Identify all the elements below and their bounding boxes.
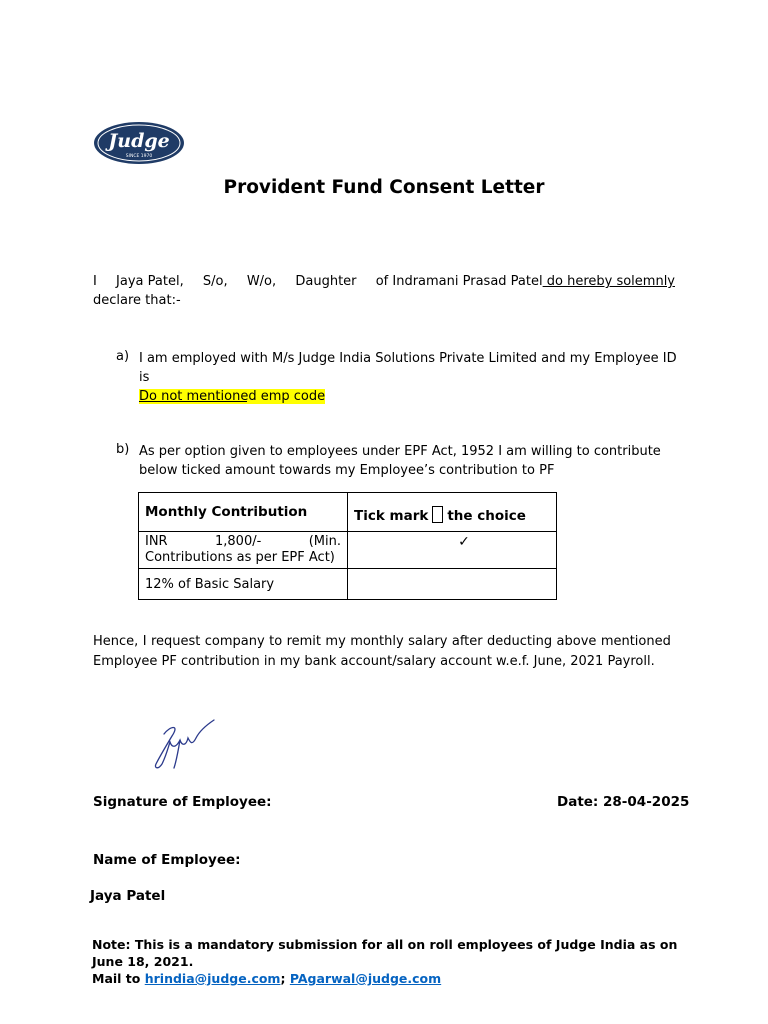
check-icon: ✓ <box>458 534 470 550</box>
request-word: my <box>325 634 346 649</box>
signature-label: Signature of Employee: <box>93 794 272 810</box>
contribution-table <box>138 492 557 600</box>
declaration-paragraph <box>93 272 675 310</box>
request-word: to <box>269 634 283 649</box>
item-b-text <box>139 442 679 480</box>
employee-id-blank-line <box>139 401 247 402</box>
tick-cell-min-contribution[interactable] <box>348 532 557 569</box>
table-header-row <box>139 493 557 532</box>
request-word: after <box>451 634 483 649</box>
request-word: request <box>150 634 201 649</box>
item-a-text <box>139 349 679 406</box>
mail-line: Mail to hrindia@judge.com; PAgarwal@judge.com <box>92 971 442 986</box>
request-line-2: Employee PF contribution in my bank account/salary account w.e.f. June, 2021 Payroll. <box>93 654 655 669</box>
email-link-hrindia[interactable]: hrindia@judge.com <box>144 971 281 986</box>
request-word: deducting <box>487 634 553 649</box>
employee-signature <box>150 712 222 774</box>
request-word: I <box>142 634 147 649</box>
declaration-word: Daughter <box>295 274 357 289</box>
option-min-contribution: INR 1,800/- (Min. Contributions as per EPF Act) <box>139 532 348 569</box>
request-word: salary <box>408 634 448 649</box>
employee-id-highlight: Do not mentioned emp code <box>139 389 326 404</box>
item-b-line-2: below ticked amount towards my Employee’s contribution to PF <box>139 463 555 478</box>
table-row <box>139 532 557 569</box>
request-word: mentioned <box>600 634 671 649</box>
header-monthly-contribution: Monthly Contribution <box>139 493 348 532</box>
item-a-statement: I am employed with M/s Judge India Solutions Private Limited and my Employee ID is <box>139 351 677 385</box>
employee-name: Jaya Patel <box>90 888 166 904</box>
declaration-word: I <box>93 274 97 289</box>
declaration-line-1 <box>93 272 675 291</box>
page-title: Provident Fund Consent Letter <box>223 177 545 198</box>
declaration-word: S/o, <box>202 274 228 289</box>
name-label: Name of Employee: <box>93 852 241 868</box>
request-word: above <box>556 634 597 649</box>
email-link-pagarwal[interactable]: PAgarwal@judge.com <box>289 971 442 986</box>
note-section <box>92 936 692 987</box>
date-label: Date: 28-04-2025 <box>557 794 690 810</box>
request-word: Hence, <box>93 634 139 649</box>
note-text: Note: This is a mandatory submission for all on roll employees of Judge India as on June 18, 2021. <box>92 937 678 969</box>
request-word: remit <box>286 634 322 649</box>
item-b-line-1: As per option given to employees under EPF Act, 1952 I am willing to contribute <box>139 444 661 459</box>
checkbox-icon <box>432 506 443 523</box>
svg-text:Judge: Judge <box>108 130 170 152</box>
declaration-name: Jaya Patel, <box>116 274 184 289</box>
company-logo <box>92 120 186 166</box>
request-paragraph <box>93 632 671 672</box>
declaration-word: W/o, <box>246 274 277 289</box>
declaration-parent-name: of Indramani Prasad Patel do hereby solemnly <box>375 274 675 289</box>
item-b-label: b) <box>116 442 130 457</box>
request-word: company <box>204 634 265 649</box>
request-word: monthly <box>350 634 404 649</box>
item-a-label: a) <box>116 349 130 364</box>
request-line-1 <box>93 632 671 652</box>
table-row <box>139 569 557 600</box>
tick-cell-basic-salary[interactable] <box>348 569 557 600</box>
option-basic-salary: 12% of Basic Salary <box>139 569 348 600</box>
svg-text:SINCE 1970: SINCE 1970 <box>125 154 153 159</box>
header-tick-mark: Tick mark the choice <box>348 493 557 532</box>
declaration-line-2: declare that:- <box>93 293 181 308</box>
